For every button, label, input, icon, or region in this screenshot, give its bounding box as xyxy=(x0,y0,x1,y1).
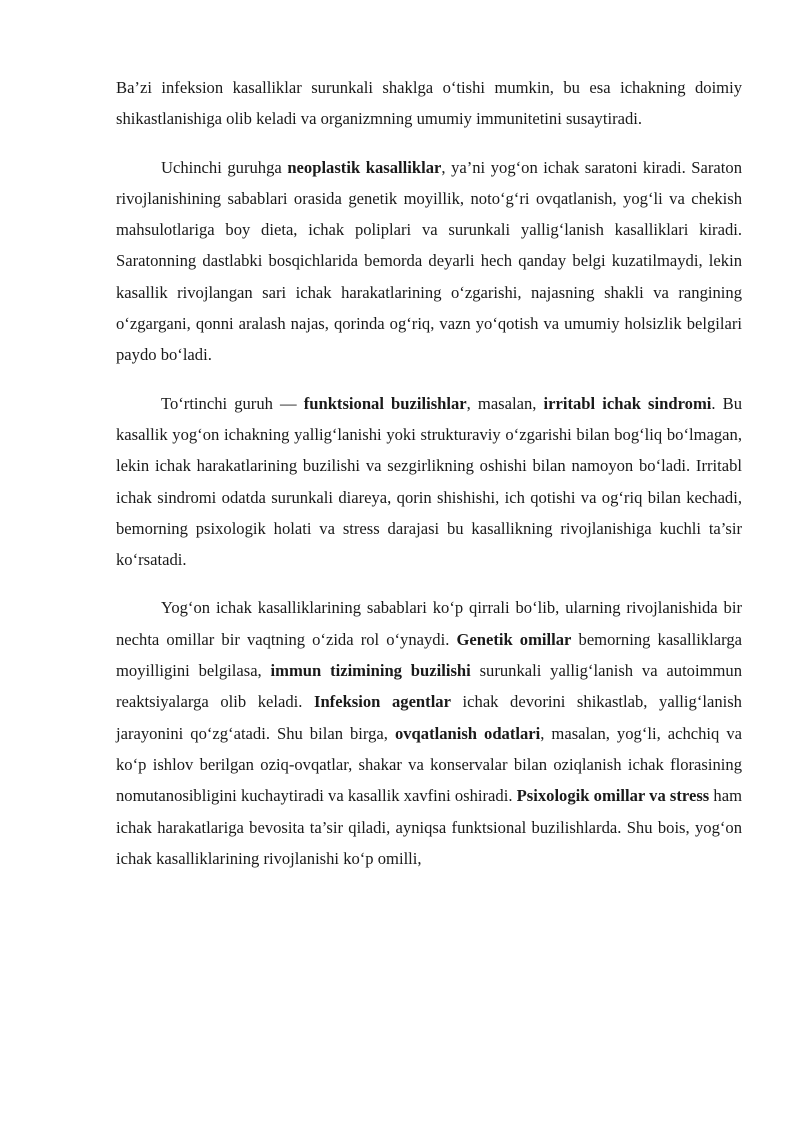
paragraph-4 xyxy=(116,592,742,874)
paragraph-1 xyxy=(116,72,742,135)
bold-term: immun tizimining buzilishi xyxy=(270,661,471,681)
text-segment: Yog‘on ichak kasalliklarining sabablari ko‘p qirrali bo‘lib, ularning rivojlanishida bir nechta omillar bir vaqtning o‘zida rol o‘ynaydi. xyxy=(116,598,742,649)
text-segment: Ba’zi infeksion kasalliklar surunkali shaklga o‘tishi mumkin, bu esa ichakning doimiy shikastlanishiga olib keladi va organizmning umumiy immunitetini susaytiradi. xyxy=(116,78,742,129)
text-segment: ichak devorini shikastlab, yallig‘lanish jarayonini qo‘zg‘atadi. Shu bilan birga, xyxy=(116,692,742,743)
bold-term: ovqatlanish odatlari xyxy=(394,723,541,743)
bold-term: funktsional buzilishlar xyxy=(303,393,467,413)
bold-term: Infeksion agentlar xyxy=(314,692,451,712)
text-segment: , masalan, yog‘li, achchiq va ko‘p ishlov berilgan oziq-ovqatlar, shakar va konservalar bilan oziqlanish ichak florasining nomutanosibligini kuchaytiradi va kasallik xavfini oshiradi. xyxy=(116,723,742,806)
text-segment: surunkali yallig‘lanish va autoimmun reaktsiyalarga olib keladi. xyxy=(116,661,742,712)
bold-term: irritabl ichak sindromi xyxy=(543,393,712,413)
bold-term: Genetik omillar xyxy=(456,629,572,649)
text-segment: Uchinchi guruhga xyxy=(161,157,288,177)
bold-term: Psixologik omillar va stress xyxy=(516,786,710,806)
text-segment: bemorning kasalliklarga moyilligini belgilasa, xyxy=(116,629,742,681)
paragraph-3 xyxy=(116,388,742,576)
text-segment: , ya’ni yog‘on ichak saratoni kiradi. Saraton rivojlanishining sabablari orasida genetik moyillik, noto‘g‘ri ovqatlanish, yog‘li va chekish mahsulotlariga boy dieta, ichak poliplari va surunkali yallig‘lanish kasalliklari kiradi. Saratonning dastlabki bosqichlarida bemorda deyarli hech qanday belgi kuzatilmaydi, lekin kasallik rivojlangan sari ichak harakatlarining o‘zgarishi, najasning shakli va rangining o‘zgargani, qonni aralash najas, qorinda og‘riq, vazn yo‘qotish va umumiy holsizlik belgilari paydo bo‘ladi. xyxy=(116,157,742,365)
paragraph-2 xyxy=(116,152,742,371)
text-segment: To‘rtinchi guruh — xyxy=(161,393,304,413)
bold-term: neoplastik kasalliklar xyxy=(287,157,442,177)
text-segment: ham ichak harakatlariga bevosita ta’sir qiladi, ayniqsa funktsional buzilishlarda. Shu bois, yog‘on ichak kasalliklarining rivojlanishi ko‘p omilli, xyxy=(116,786,742,868)
text-segment: , masalan, xyxy=(466,393,544,413)
text-segment: . Bu kasallik yog‘on ichakning yallig‘lanishi yoki strukturaviy o‘zgarishi bilan bog‘liq bo‘lmagan, lekin ichak harakatlarining buzilishi va sezgirlikning oshishi bilan namoyon bo‘ladi. Irritabl ichak sindromi odatda surunkali diareya, qorin shishishi, ich qotishi va og‘riq bilan kechadi, bemorning psixologik holati va stress darajasi bu kasallikning rivojlanishiga kuchli ta’sir ko‘rsatadi. xyxy=(116,393,742,570)
